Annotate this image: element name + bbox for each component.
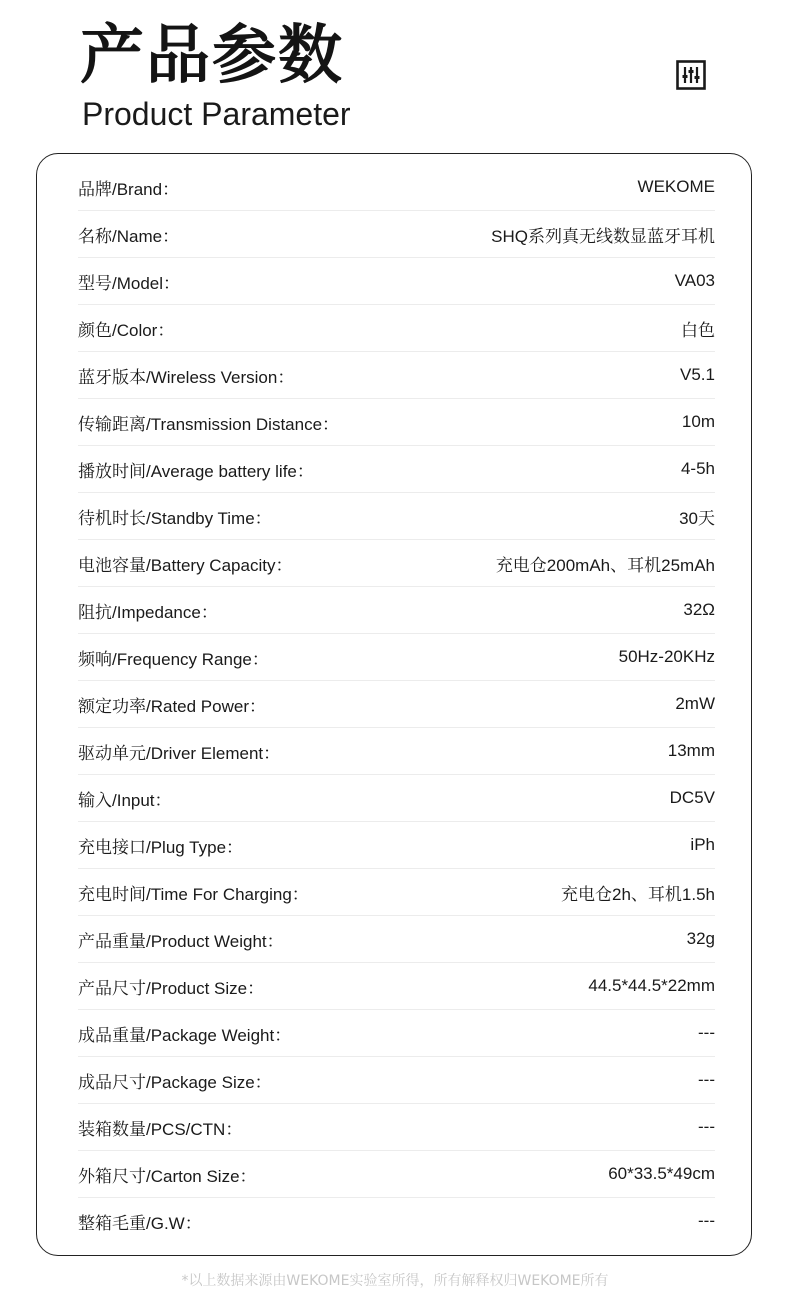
spec-row — [78, 822, 715, 869]
spec-value: 充电仓2h、耳机1.5h — [561, 884, 715, 904]
footnote: *以上数据来源由WEKOME实验室所得，所有解释权归WEKOME所有 — [181, 1273, 609, 1289]
spec-label: 外箱尺寸/Carton Size： — [78, 1166, 257, 1186]
spec-row — [78, 916, 715, 963]
spec-label: 驱动单元/Driver Element： — [78, 743, 281, 763]
spec-value: 4-5h — [680, 459, 715, 478]
spec-label: 型号/Model： — [78, 273, 181, 293]
spec-row — [78, 305, 715, 352]
spec-label: 电池容量/Battery Capacity： — [78, 555, 293, 575]
spec-row — [78, 587, 715, 634]
spec-label: 产品重量/Product Weight： — [78, 931, 284, 951]
spec-label: 待机时长/Standby Time： — [78, 508, 272, 528]
sliders-icon — [676, 60, 706, 90]
spec-row — [78, 399, 715, 446]
spec-row — [78, 164, 715, 211]
spec-row — [78, 963, 715, 1010]
spec-value: SHQ系列真无线数显蓝牙耳机 — [491, 226, 715, 246]
spec-label: 成品尺寸/Package Size： — [78, 1072, 272, 1092]
spec-value: 2mW — [675, 694, 715, 713]
spec-label: 成品重量/Package Weight： — [78, 1025, 292, 1045]
spec-label: 装箱数量/PCS/CTN： — [78, 1119, 243, 1139]
spec-value: 13mm — [667, 741, 715, 760]
spec-value: 充电仓200mAh、耳机25mAh — [495, 555, 715, 575]
spec-value: VA03 — [674, 271, 715, 290]
spec-value: 32Ω — [683, 600, 715, 619]
spec-value: --- — [698, 1070, 715, 1089]
spec-value: --- — [698, 1023, 715, 1042]
spec-value: --- — [698, 1211, 715, 1230]
spec-row — [78, 352, 715, 399]
spec-label: 充电接口/Plug Type： — [78, 837, 244, 857]
spec-row — [78, 869, 715, 916]
page-title-cn: 产品参数 — [80, 19, 344, 93]
spec-row — [78, 681, 715, 728]
spec-value: DC5V — [669, 788, 715, 807]
spec-row — [78, 1198, 715, 1244]
spec-label: 额定功率/Rated Power： — [78, 696, 266, 716]
spec-row — [78, 1104, 715, 1151]
spec-label: 频响/Frequency Range： — [78, 649, 269, 669]
spec-row — [78, 728, 715, 775]
spec-value: 60*33.5*49cm — [608, 1164, 715, 1183]
spec-value: 44.5*44.5*22mm — [588, 976, 715, 995]
spec-label: 充电时间/Time For Charging： — [78, 884, 309, 904]
spec-label: 输入/Input： — [78, 790, 172, 810]
spec-row — [78, 446, 715, 493]
spec-label: 阻抗/Impedance： — [78, 602, 218, 622]
spec-label: 整箱毛重/G.W： — [78, 1213, 202, 1233]
spec-row — [78, 540, 715, 587]
spec-row — [78, 634, 715, 681]
spec-row — [78, 775, 715, 822]
spec-row — [78, 1151, 715, 1198]
spec-row — [78, 1010, 715, 1057]
spec-label: 传输距离/Transmission Distance： — [78, 414, 340, 434]
page-title-en: Product Parameter — [82, 96, 351, 132]
spec-row — [78, 258, 715, 305]
spec-label: 颜色/Color： — [78, 320, 175, 340]
spec-value: iPh — [690, 835, 715, 854]
spec-row — [78, 493, 715, 540]
spec-label: 产品尺寸/Product Size： — [78, 978, 265, 998]
spec-row — [78, 211, 715, 258]
spec-table — [78, 164, 715, 1244]
spec-label: 播放时间/Average battery life： — [78, 461, 314, 481]
spec-value: V5.1 — [680, 365, 715, 384]
spec-value: 10m — [681, 412, 715, 431]
spec-label: 蓝牙版本/Wireless Version： — [78, 367, 295, 387]
spec-label: 品牌/Brand： — [78, 179, 180, 199]
spec-label: 名称/Name： — [78, 226, 180, 246]
spec-row — [78, 1057, 715, 1104]
spec-value: WEKOME — [637, 177, 715, 196]
spec-value: 30天 — [679, 508, 715, 528]
spec-value: 32g — [686, 929, 715, 948]
spec-value: --- — [698, 1117, 715, 1136]
spec-value: 50Hz-20KHz — [618, 647, 715, 666]
spec-value: 白色 — [681, 320, 715, 340]
